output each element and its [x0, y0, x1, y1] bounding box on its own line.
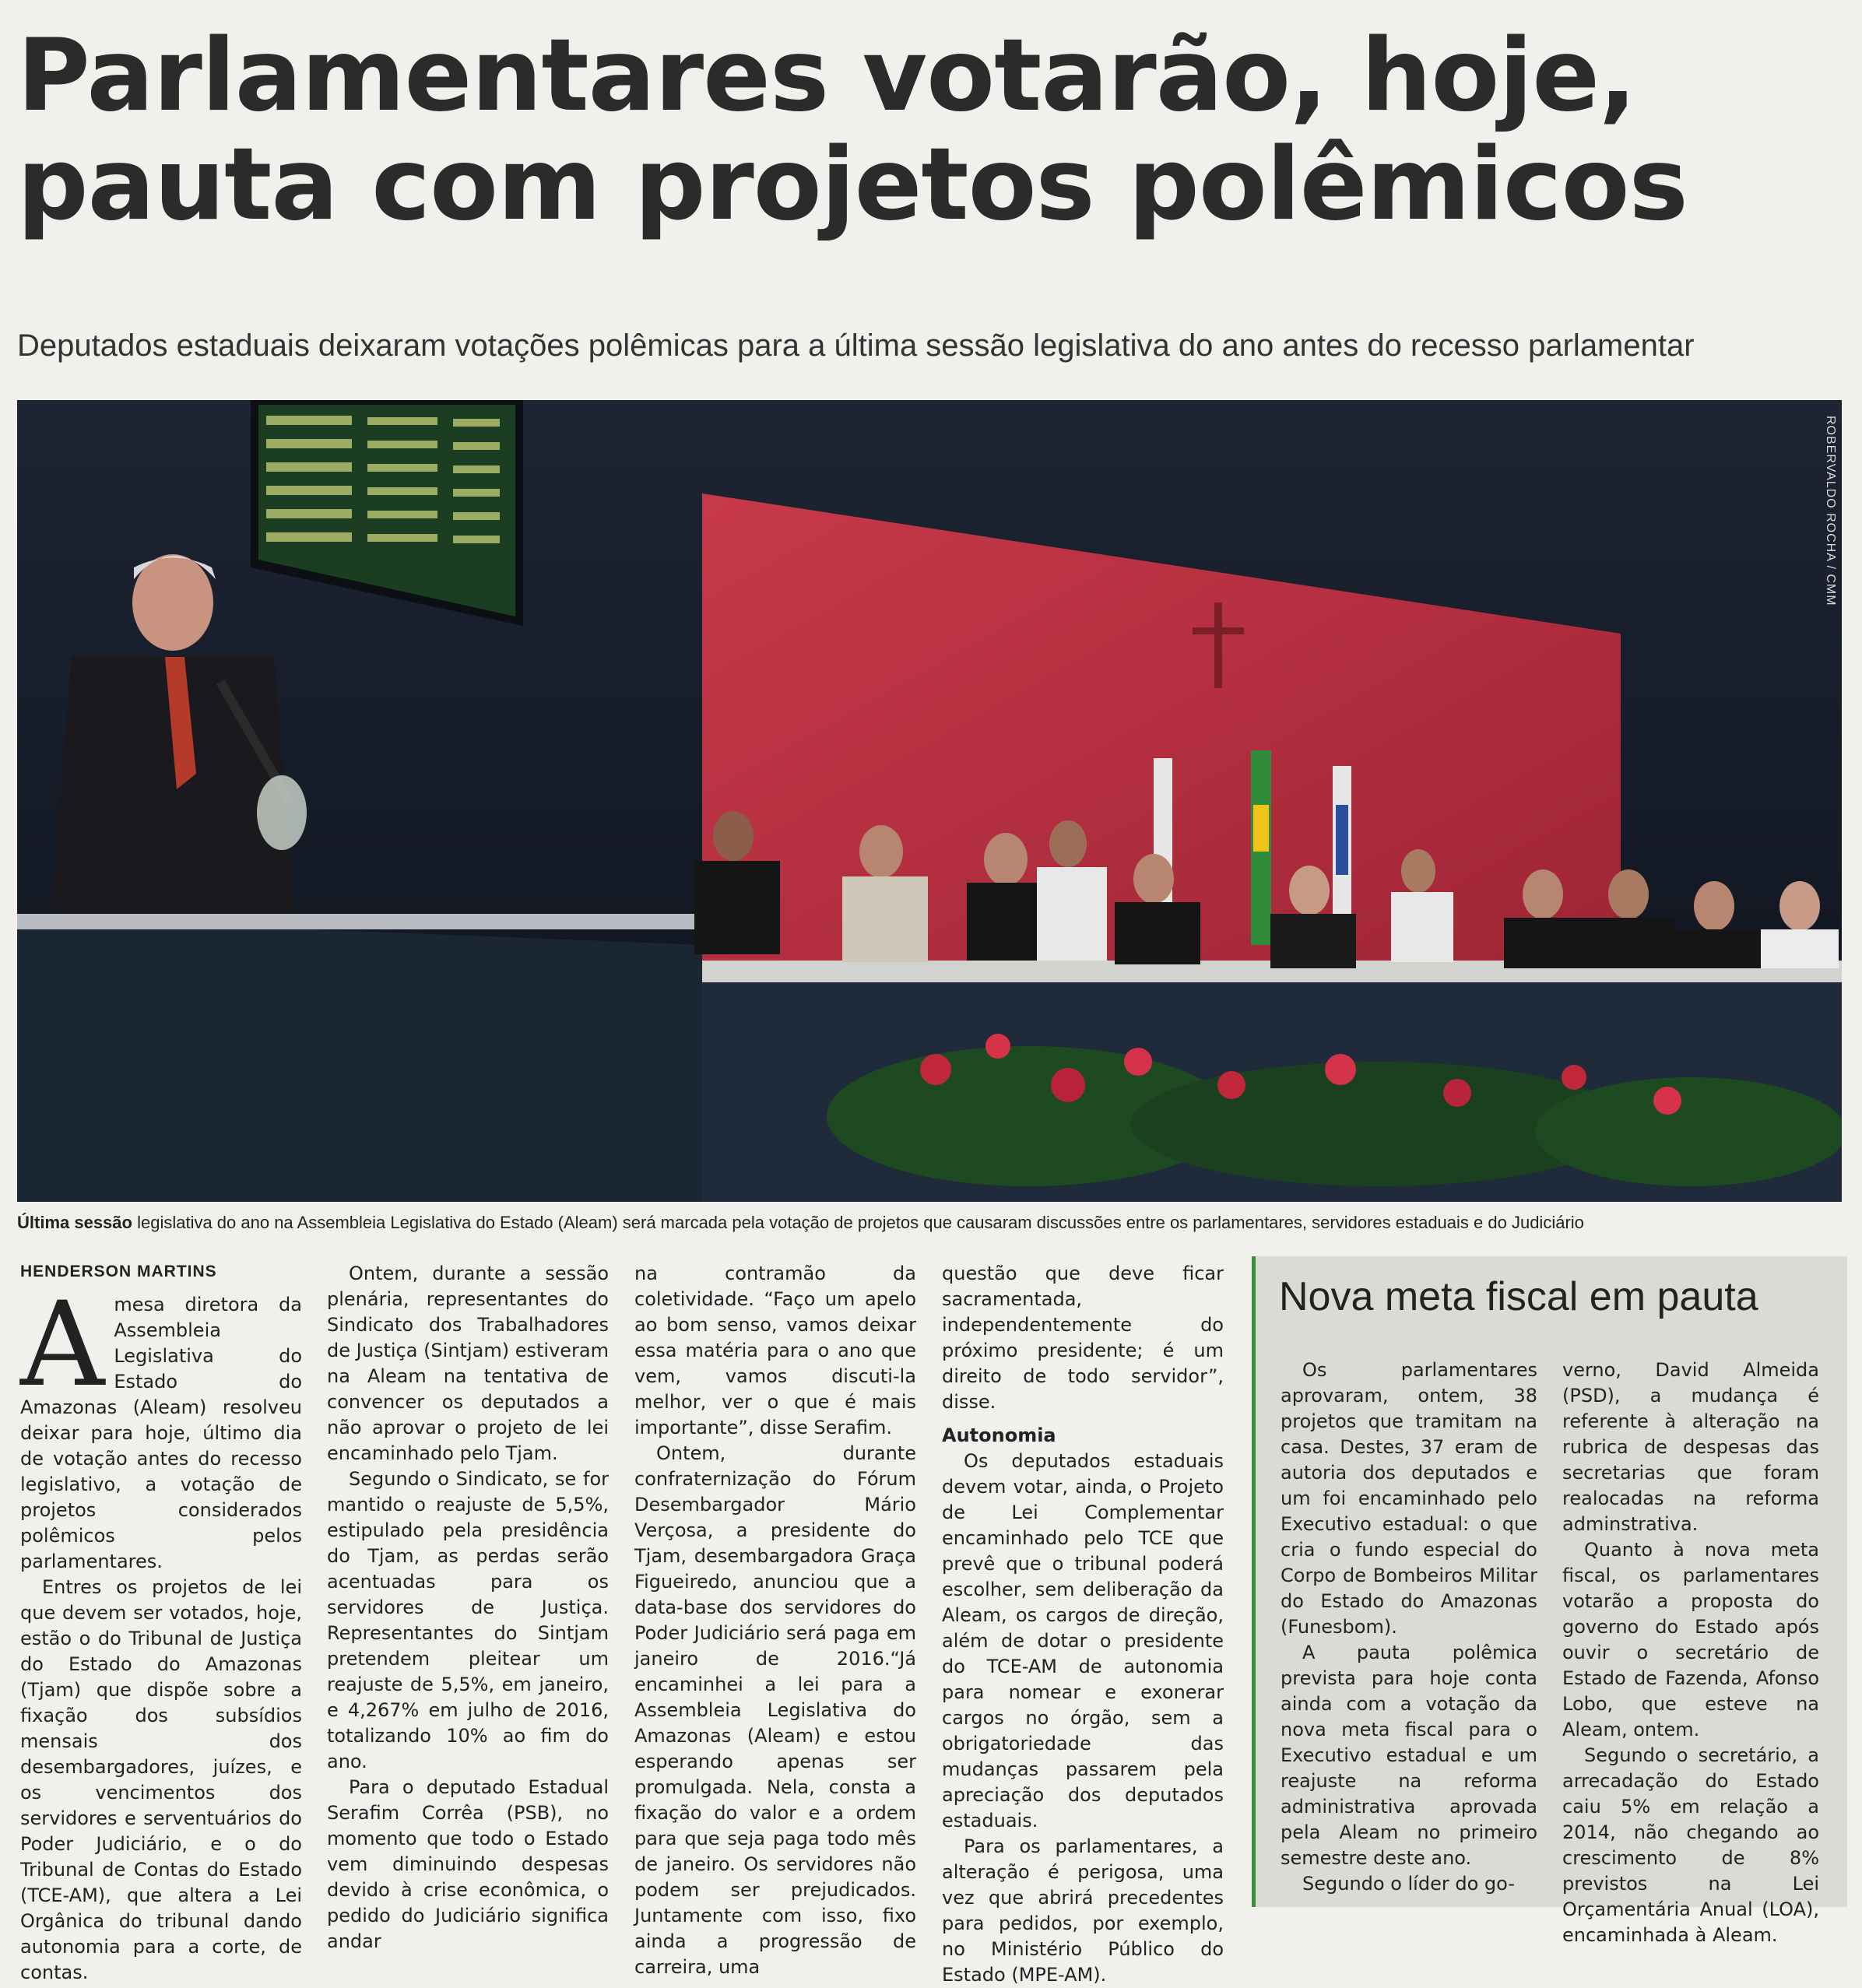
sidebar-paragraph: A pauta polêmica prevista para hoje conta ainda com a votação da nova meta fiscal para o Executivo estadual e um reajuste na reforma administrativa aprovada pela Aleam no primeiro semestre deste ano.	[1281, 1642, 1537, 1869]
sidebar-paragraph: Os parlamentares aprovaram, ontem, 38 projetos que tramitam na casa. Destes, 37 eram de autoria dos deputados e um foi encaminhado pelo Executivo estadual: o que cria o fundo especial do Corpo de Bombeiros Militar do Estado do Amazonas (Funesbom).	[1281, 1359, 1537, 1638]
sidebar-title: Nova meta fiscal em pauta	[1279, 1274, 1758, 1319]
sidebar-paragraph: Segundo o líder do go-	[1302, 1873, 1515, 1895]
article-column-2	[327, 1261, 609, 1955]
headline-line-2: pauta com projetos polêmicos	[17, 127, 1688, 243]
sidebar-paragraph: verno, David Almeida (PSD), a mudança é referente à alteração na rubrica de despesas das secretarias que foram realocadas na reforma adminstrativa.	[1562, 1359, 1819, 1535]
headline-line-1: Parlamentares votarão, hoje,	[17, 18, 1636, 134]
article-column-4	[942, 1261, 1224, 1988]
article-paragraph: Segundo o Sindicato, se for mantido o reajuste de 5,5%, estipulado pela presidência do Tjam, as perdas serão acentuadas para os servidores de Justiça. Representantes do Sintjam pretendem pleitear um reajuste de 5,5%, em janeiro, e 4,267% em julho de 2016, totalizando 10% ao fim do ano.	[327, 1468, 609, 1772]
article-column-3	[634, 1261, 916, 1980]
sidebar-paragraph: Segundo o secretário, a arrecadação do Estado caiu 5% em relação a 2014, não chegando ao crescimento de 8% previstos na Lei Orçamentária Anual (LOA), encaminhada à Aleam.	[1562, 1744, 1819, 1946]
sidebar-column-2	[1562, 1358, 1819, 1948]
sidebar-box	[1252, 1256, 1847, 1946]
sidebar-column-1	[1281, 1358, 1537, 1897]
assembly-session-photo	[17, 400, 1842, 1202]
byline: HENDERSON MARTINS	[20, 1263, 217, 1280]
caption-text: legislativa do ano na Assembleia Legislativa do Estado (Aleam) será marcada pela votação de projetos que causaram discussões entre os parlamentares, servidores estaduais e do Judiciário	[132, 1213, 1584, 1232]
photo-credit: ROBERVALDO ROCHA / CMM	[1824, 416, 1837, 606]
article-subhead: Autonomia	[942, 1424, 1056, 1446]
news-photo	[17, 400, 1842, 1202]
tribune	[17, 918, 702, 1202]
article-paragraph: questão que deve ficar sacramentada, independentemente do próximo presidente; é um direito de todo servidor”, disse.	[942, 1263, 1224, 1413]
article-paragraph: Para o deputado Estadual Serafim Corrêa (PSB), no momento que todo o Estado vem diminuindo despesas devido à crise econômica, o pedido do Judiciário significa andar	[327, 1776, 609, 1952]
photo-caption	[17, 1211, 1846, 1235]
article-paragraph: Ontem, durante confraternização do Fórum Desembargador Mário Verçosa, a presidente do Tjam, desembargadora Graça Figueiredo, anunciou que a data-base dos servidores do Poder Judiciário será paga em janeiro de 2016.“Já encaminhei a lei para a Assembleia Legislativa do Amazonas (Aleam) e estou esperando apenas ser promulgada. Nela, consta a fixação do valor e a ordem para que seja paga todo mês de janeiro. Os servidores não podem ser prejudicados. Juntamente com isso, fixo ainda a progressão de carreira, uma	[634, 1442, 916, 1978]
caption-lead: Última sessão	[17, 1213, 132, 1232]
article-paragraph: na contramão da coletividade. “Faço um apelo ao bom senso, vamos deixar essa matéria para o ano que vem, vamos discuti-la melhor, ver o que é mais importante”, disse Serafim.	[634, 1263, 916, 1438]
article-paragraph: Entres os projetos de lei que devem ser votados, hoje, estão o do Tribunal de Justiça do Estado do Amazonas (Tjam) que dispõe sobre a fixação dos subsídios mensais dos desembargadores, juízes, e os vencimentos dos servidores e serventuários do Poder Judiciário, e o do Tribunal de Contas do Estado (TCE-AM), que altera a Lei Orgânica do tribunal dando autonomia para a corte, de contas.	[20, 1576, 302, 1983]
sidebar-paragraph: Quanto à nova meta fiscal, os parlamentares votarão a proposta do governo do Estado após ouvir o secretário de Estado de Fazenda, Afonso Lobo, que esteve na Aleam, ontem.	[1562, 1539, 1819, 1740]
article-paragraph: Ontem, durante a sessão plenária, representantes do Sindicato dos Trabalhadores de Justiça (Sintjam) estiveram na Aleam na tentativa de convencer os deputados a não aprovar o projeto de lei encaminhado pelo Tjam.	[327, 1263, 609, 1464]
article-paragraph: mesa diretora da Assembleia Legislativa do Estado do Amazonas (Aleam) resolveu deixar para hoje, último dia de votação antes do recesso legislativo, a votação de projetos considerados polêmicos pelos parlamentares.	[20, 1294, 302, 1572]
drop-cap: A	[20, 1277, 105, 1413]
article-paragraph: Para os parlamentares, a alteração é perigosa, uma vez que abrirá precedentes para pedidos, por exemplo, no Ministério Público do Estado (MPE-AM).	[942, 1835, 1224, 1986]
article-column-1	[20, 1277, 302, 1986]
headline	[17, 18, 1839, 243]
subheadline: Deputados estaduais deixaram votações polêmicas para a última sessão legislativa do ano antes do recesso parlamentar	[17, 328, 1695, 363]
article-paragraph: Os deputados estaduais devem votar, ainda, o Projeto de Lei Complementar encaminhado pelo TCE que prevê que o tribunal poderá escolher, sem deliberação da Aleam, os cargos de direção, além de dotar o presidente do TCE-AM de autonomia para nomear e exonerar cargos no órgão, sem a obrigatoriedade das mudanças passarem pela apreciação dos deputados estaduais.	[942, 1450, 1224, 1832]
